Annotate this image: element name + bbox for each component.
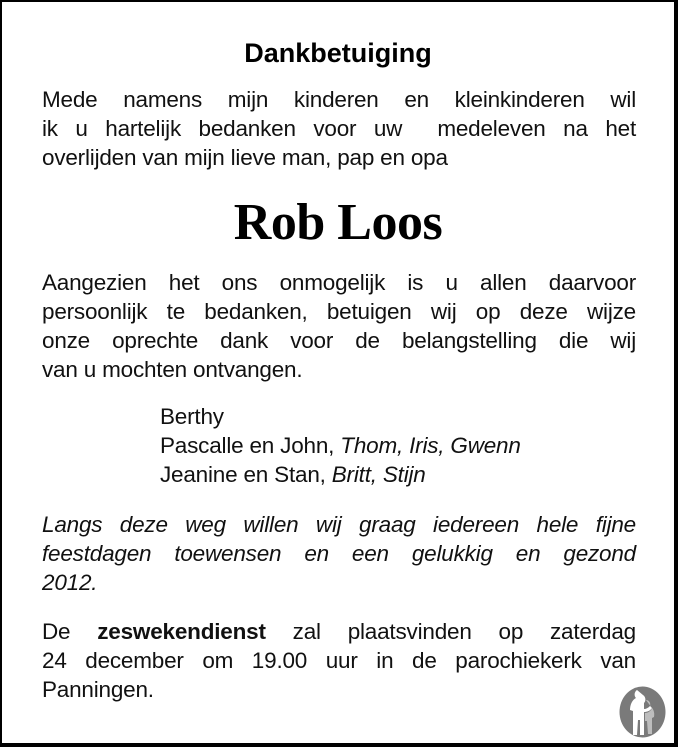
signatory-names: Pascalle en John, — [160, 433, 335, 458]
thanks-line: onze oprechte dank voor de belangstelling die wij — [42, 328, 636, 353]
intro-line: ik u hartelijk bedanken voor uw medeleven na het — [42, 116, 636, 141]
service-line: 24 december om 19.00 uur in de parochiekerk van — [42, 648, 636, 673]
service-line: Panningen. — [42, 677, 154, 702]
thanks-line: van u mochten ontvangen. — [42, 357, 303, 382]
service-suffix: zal plaatsvinden op zaterdag — [292, 619, 636, 644]
holiday-line: Langs deze weg willen wij graag iedereen hele fijne — [42, 512, 636, 537]
intro-line: overlijden van mijn lieve man, pap en opa — [42, 145, 448, 170]
signatories — [160, 402, 620, 489]
notice-heading: Dankbetuiging — [244, 38, 432, 68]
holiday-line: feestdagen toewensen en een gelukkig en gezond — [42, 541, 636, 566]
signatory-grandchildren: Britt, Stijn — [331, 462, 426, 487]
holiday-wishes-paragraph — [42, 510, 636, 597]
signatory-line — [160, 431, 620, 460]
signatory-names: Berthy — [160, 404, 224, 429]
service-paragraph — [42, 617, 636, 704]
holiday-line: 2012. — [42, 570, 98, 595]
thanks-line: Aangezien het ons onmogelijk is u allen daarvoor — [42, 270, 636, 295]
intro-paragraph — [42, 85, 636, 172]
thanks-line: persoonlijk te bedanken, betuigen wij op deze wijze — [42, 299, 636, 324]
thanks-paragraph — [42, 268, 636, 384]
signatory-grandchildren: Thom, Iris, Gwenn — [340, 433, 521, 458]
service-type: zeswekendienst — [97, 619, 266, 644]
signatory-line — [160, 402, 620, 431]
service-line — [42, 617, 636, 646]
signatory-names: Jeanine en Stan, — [160, 462, 326, 487]
service-prefix: De — [42, 619, 71, 644]
deceased-name: Rob Loos — [233, 194, 443, 251]
signatory-line — [160, 460, 620, 489]
intro-line: Mede namens mijn kinderen en kleinkinderen wil — [42, 87, 636, 112]
embracing-figures-logo-icon — [619, 686, 666, 738]
